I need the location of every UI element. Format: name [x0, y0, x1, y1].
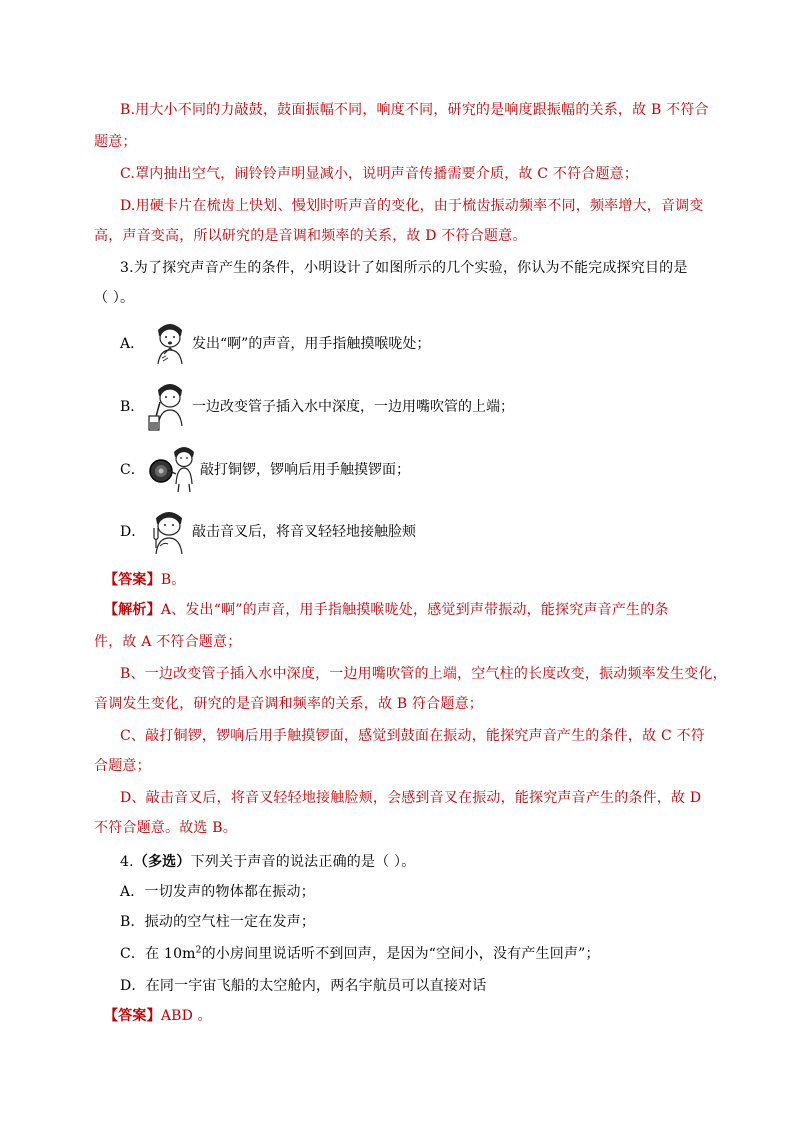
q3-analysis-a-line2: 件，故 A 不符合题意； — [94, 634, 242, 650]
q3-option-c-label: C． — [120, 462, 145, 478]
q3-option-d-text: 敲击音叉后，将音叉轻轻地接触脸颊 — [192, 524, 416, 540]
q3-option-d-label: D． — [120, 524, 146, 540]
q4-option-c-pre: C．在 10m — [120, 946, 196, 962]
q4-stem-text: 下列关于声音的说法正确的是（ ）。 — [190, 854, 416, 870]
q3-option-b-text: 一边改变管子插入水中深度，一边用嘴吹管的上端； — [192, 399, 514, 415]
prev-explanation-d-line2: 高，声音变高，所以研究的是音调和频率的关系，故 D 不符合题意。 — [94, 228, 527, 244]
prev-explanation-b-line2: 题意； — [94, 134, 137, 150]
q4-option-b: B．振动的空气柱一定在发声； — [120, 914, 316, 930]
q4-number: 4. — [120, 854, 134, 870]
q4-tag: （多选） — [133, 854, 191, 870]
q3-analysis-a-line1 — [104, 600, 669, 620]
prev-explanation-d-line1: D.用硬卡片在梳齿上快划、慢划时听声音的变化，由于梳齿振动频率不同，频率增大，音调变 — [120, 198, 704, 214]
q3-option-b-label: B． — [120, 399, 145, 415]
q4-answer-value: ABD 。 — [160, 1008, 212, 1024]
prev-explanation-c-line: C.罩内抽出空气，闹铃铃声明显减小，说明声音传播需要介质，故 C 不符合题意； — [120, 166, 639, 182]
q3-analysis-b-line2: 音调发生变化，研究的是音调和频率的关系，故 B 符合题意； — [94, 696, 483, 712]
q4-option-c-post: 的小房间里说话听不到回声，是因为“空间小，没有产生回声”； — [201, 946, 600, 962]
q3-answer-tag: 【答案】 — [104, 572, 161, 588]
q3-option-a-text: 发出“啊”的声音，用手指触摸喉咙处； — [192, 336, 431, 352]
q3-option-c-text: 敲打铜锣，锣响后用手触摸锣面； — [200, 462, 410, 478]
q4-option-a: A．一切发声的物体都在振动； — [120, 884, 315, 900]
q3-analysis-tag: 【解析】 — [104, 602, 161, 618]
person-touching-throat-icon — [150, 320, 190, 366]
q4-stem — [120, 852, 415, 872]
prev-explanation-b-line1: B.用大小不同的力敲鼓，鼓面振幅不同，响度不同，研究的是响度跟振幅的关系，故 B 不符合 — [120, 102, 709, 118]
q4-option-d: D．在同一宇宙飞船的太空舱内，两名宇航员可以直接对话 — [120, 978, 487, 994]
q3-analysis-d-line1: D、敲击音叉后，将音叉轻轻地接触脸颊，会感到音叉在振动，能探究声音产生的条件，故 D — [120, 790, 702, 806]
q3-analysis-c-line1: C、敲打铜锣，锣响后用手触摸锣面，感觉到鼓面在振动，能探究声音产生的条件，故 C 不符 — [120, 728, 705, 744]
q3-analysis-c-line2: 合题意； — [94, 758, 151, 774]
q4-answer — [104, 1006, 212, 1026]
q3-stem-line1: 3.为了探究声音产生的条件，小明设计了如图所示的几个实验，你认为不能完成探究目的是 — [120, 260, 688, 276]
q3-answer-value: B。 — [160, 572, 186, 588]
person-hitting-gong-icon — [146, 444, 198, 494]
q4-answer-tag: 【答案】 — [104, 1008, 161, 1024]
q3-analysis-b-line1: B、一边改变管子插入水中深度，一边用嘴吹管的上端，空气柱的长度改变，振动频率发生变化， — [120, 666, 727, 682]
q3-analysis-d-line2: 不符合题意。故选 B。 — [94, 820, 237, 836]
q4-option-c — [120, 944, 600, 964]
person-tuning-fork-icon — [148, 508, 190, 556]
q3-option-a-label: A． — [120, 336, 145, 352]
q3-stem-line2: （ ）。 — [94, 290, 135, 306]
person-blowing-tube-icon — [146, 380, 190, 432]
q3-answer — [104, 570, 186, 590]
q3-analysis-a1: A、发出“啊”的声音，用手指触摸喉咙处，感觉到声带振动，能探究声音产生的条 — [160, 602, 669, 618]
q4-option-c-sup: 2 — [195, 945, 202, 956]
